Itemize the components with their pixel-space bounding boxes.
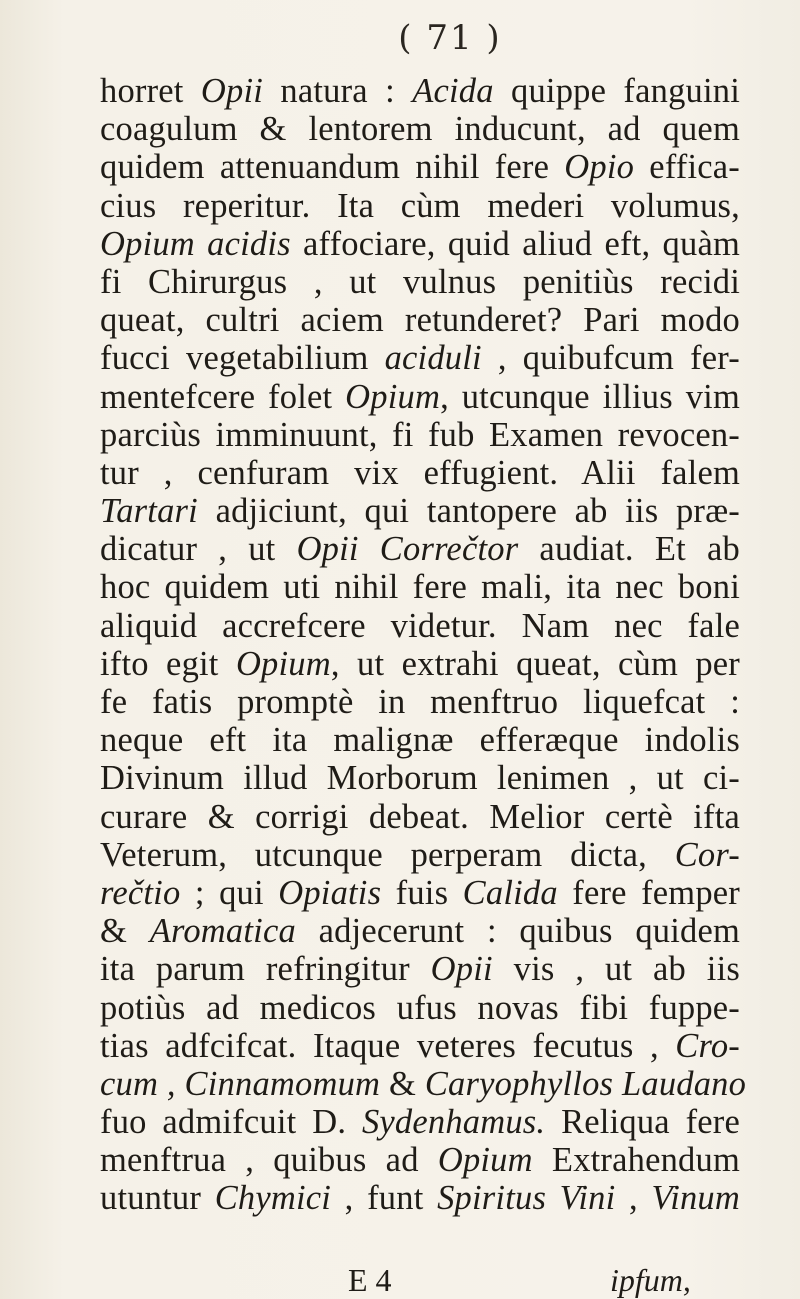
italic-segment: Opium	[345, 377, 441, 416]
text-line	[100, 1103, 740, 1141]
page-footer	[0, 1262, 800, 1296]
text-segment: fuo admifcuit D.	[100, 1103, 362, 1142]
text-line	[100, 339, 740, 377]
page-number: ( 71 )	[398, 18, 502, 58]
italic-segment: Caryophyllos Laudano	[424, 1064, 747, 1103]
text-segment: aliquid accrefcere videtur. Nam nec fale	[100, 606, 740, 645]
text-line	[100, 950, 740, 988]
italic-segment: Opium	[437, 1141, 533, 1180]
text-line	[100, 721, 740, 759]
text-line	[100, 378, 740, 416]
text-line	[100, 683, 740, 721]
italic-segment: Sydenhamus.	[361, 1103, 546, 1142]
text-segment: mentefcere folet	[100, 377, 346, 416]
italic-segment: Vinum	[651, 1179, 740, 1218]
text-segment: menftrua , quibus ad	[100, 1141, 438, 1180]
text-line	[100, 874, 740, 912]
italic-segment: Opii	[430, 950, 493, 989]
text-segment: , ut extrahi queat, cùm per	[330, 644, 740, 683]
italic-segment: Cor-	[674, 835, 740, 874]
text-line	[100, 645, 740, 683]
text-segment: quippe fanguini	[493, 72, 740, 110]
text-line	[100, 148, 740, 186]
text-segment: &	[380, 1064, 425, 1103]
text-line	[100, 759, 740, 797]
text-line	[100, 836, 740, 874]
italic-segment: aciduli	[384, 339, 482, 378]
text-segment: parciùs imminuunt, fi fub Examen revocen-	[100, 415, 740, 454]
text-segment: vis , ut ab iis	[492, 950, 740, 989]
text-line	[100, 301, 740, 339]
italic-segment: Opium acidis	[100, 224, 291, 263]
text-segment: dicatur , ut	[100, 530, 297, 569]
text-segment: &	[100, 912, 150, 951]
signature-mark: E 4	[348, 1262, 392, 1298]
italic-segment: Calida	[462, 873, 558, 912]
text-line	[100, 530, 740, 568]
text-segment: ita parum refringitur	[100, 950, 431, 989]
text-segment: fuis	[381, 873, 463, 912]
text-line	[100, 1027, 740, 1065]
text-line	[100, 989, 740, 1027]
text-line	[100, 607, 740, 645]
text-line	[100, 798, 740, 836]
text-line	[100, 1179, 740, 1217]
italic-segment: Cro-	[675, 1026, 740, 1065]
text-segment: Veterum, utcunque perperam dicta,	[100, 835, 675, 874]
italic-segment: Opium	[235, 644, 331, 683]
italic-segment: cum , Cinnamomum	[100, 1064, 381, 1103]
italic-segment: rečtio	[100, 873, 181, 912]
text-line	[100, 454, 740, 492]
italic-segment: Opio	[564, 148, 635, 187]
text-segment: cius reperitur. Ita cùm mederi volumus,	[100, 186, 740, 225]
italic-segment: Spiritus Vini	[437, 1179, 616, 1218]
text-segment: affociare, quid aliud eft, quàm	[290, 224, 740, 263]
italic-segment: Opiatis	[278, 873, 382, 912]
text-segment: fucci vegetabilium	[100, 339, 385, 378]
text-line	[100, 568, 740, 606]
text-segment: queat, cultri aciem retunderet? Pari modo	[100, 301, 740, 340]
text-segment: neque eft ita malignæ efferæque indolis	[100, 721, 740, 760]
body-text	[100, 72, 747, 1218]
text-segment: , quibufcum fer-	[481, 339, 740, 378]
text-segment: effica-	[634, 148, 740, 187]
italic-segment: Chymici	[214, 1179, 332, 1218]
text-segment: fe fatis promptè in menftruo liquefcat :	[100, 683, 740, 721]
catchword: ipfum,	[610, 1262, 691, 1298]
text-segment: ,	[615, 1179, 652, 1218]
text-segment: utuntur	[100, 1179, 215, 1218]
italic-segment: Opii	[200, 72, 264, 110]
text-segment: ifto egit	[100, 644, 236, 683]
text-segment: curare & corrigi debeat. Melior certè ifta	[100, 797, 740, 836]
text-segment: tias adfcifcat. Itaque veteres fecutus ,	[100, 1026, 676, 1065]
text-segment: potiùs ad medicos ufus novas fibi fuppe-	[100, 988, 740, 1027]
text-segment: , funt	[331, 1179, 438, 1218]
text-line	[100, 263, 740, 301]
text-segment: tur , cenfuram vix effugient. Alii falem	[100, 453, 740, 492]
text-line	[100, 110, 740, 148]
text-line	[100, 72, 740, 110]
text-line	[100, 492, 740, 530]
text-segment: adjiciunt, qui tantopere ab iis præ-	[197, 492, 740, 531]
text-segment: coagulum & lentorem inducunt, ad quem	[100, 110, 740, 149]
text-segment: Reliqua fere	[545, 1103, 740, 1142]
text-segment: fere femper	[557, 873, 740, 912]
text-segment: hoc quidem uti nihil fere mali, ita nec boni	[100, 568, 740, 607]
text-segment: audiat. Et ab	[518, 530, 740, 569]
text-segment: natura :	[263, 72, 413, 110]
text-line	[100, 225, 740, 263]
text-segment: fi Chirurgus , ut vulnus penitiùs recidi	[100, 262, 740, 301]
text-segment: ; qui	[180, 873, 279, 912]
text-segment: horret	[100, 72, 201, 110]
text-line	[100, 187, 740, 225]
text-line	[100, 1064, 747, 1103]
text-segment: Extrahendum	[532, 1141, 740, 1180]
text-segment: adjecerunt : quibus quidem	[295, 912, 740, 951]
text-segment: Divinum illud Morborum lenimen , ut ci-	[100, 759, 740, 798]
italic-segment: Acida	[412, 72, 494, 110]
italic-segment: Aromatica	[149, 912, 296, 951]
italic-segment: Tartari	[100, 492, 198, 531]
text-line	[100, 1141, 740, 1179]
italic-segment: Opii Correčtor	[296, 530, 519, 569]
text-line	[100, 416, 740, 454]
text-line	[100, 912, 740, 950]
text-segment: , utcunque illius vim	[440, 377, 740, 416]
text-segment: quidem attenuandum nihil fere	[100, 148, 565, 187]
